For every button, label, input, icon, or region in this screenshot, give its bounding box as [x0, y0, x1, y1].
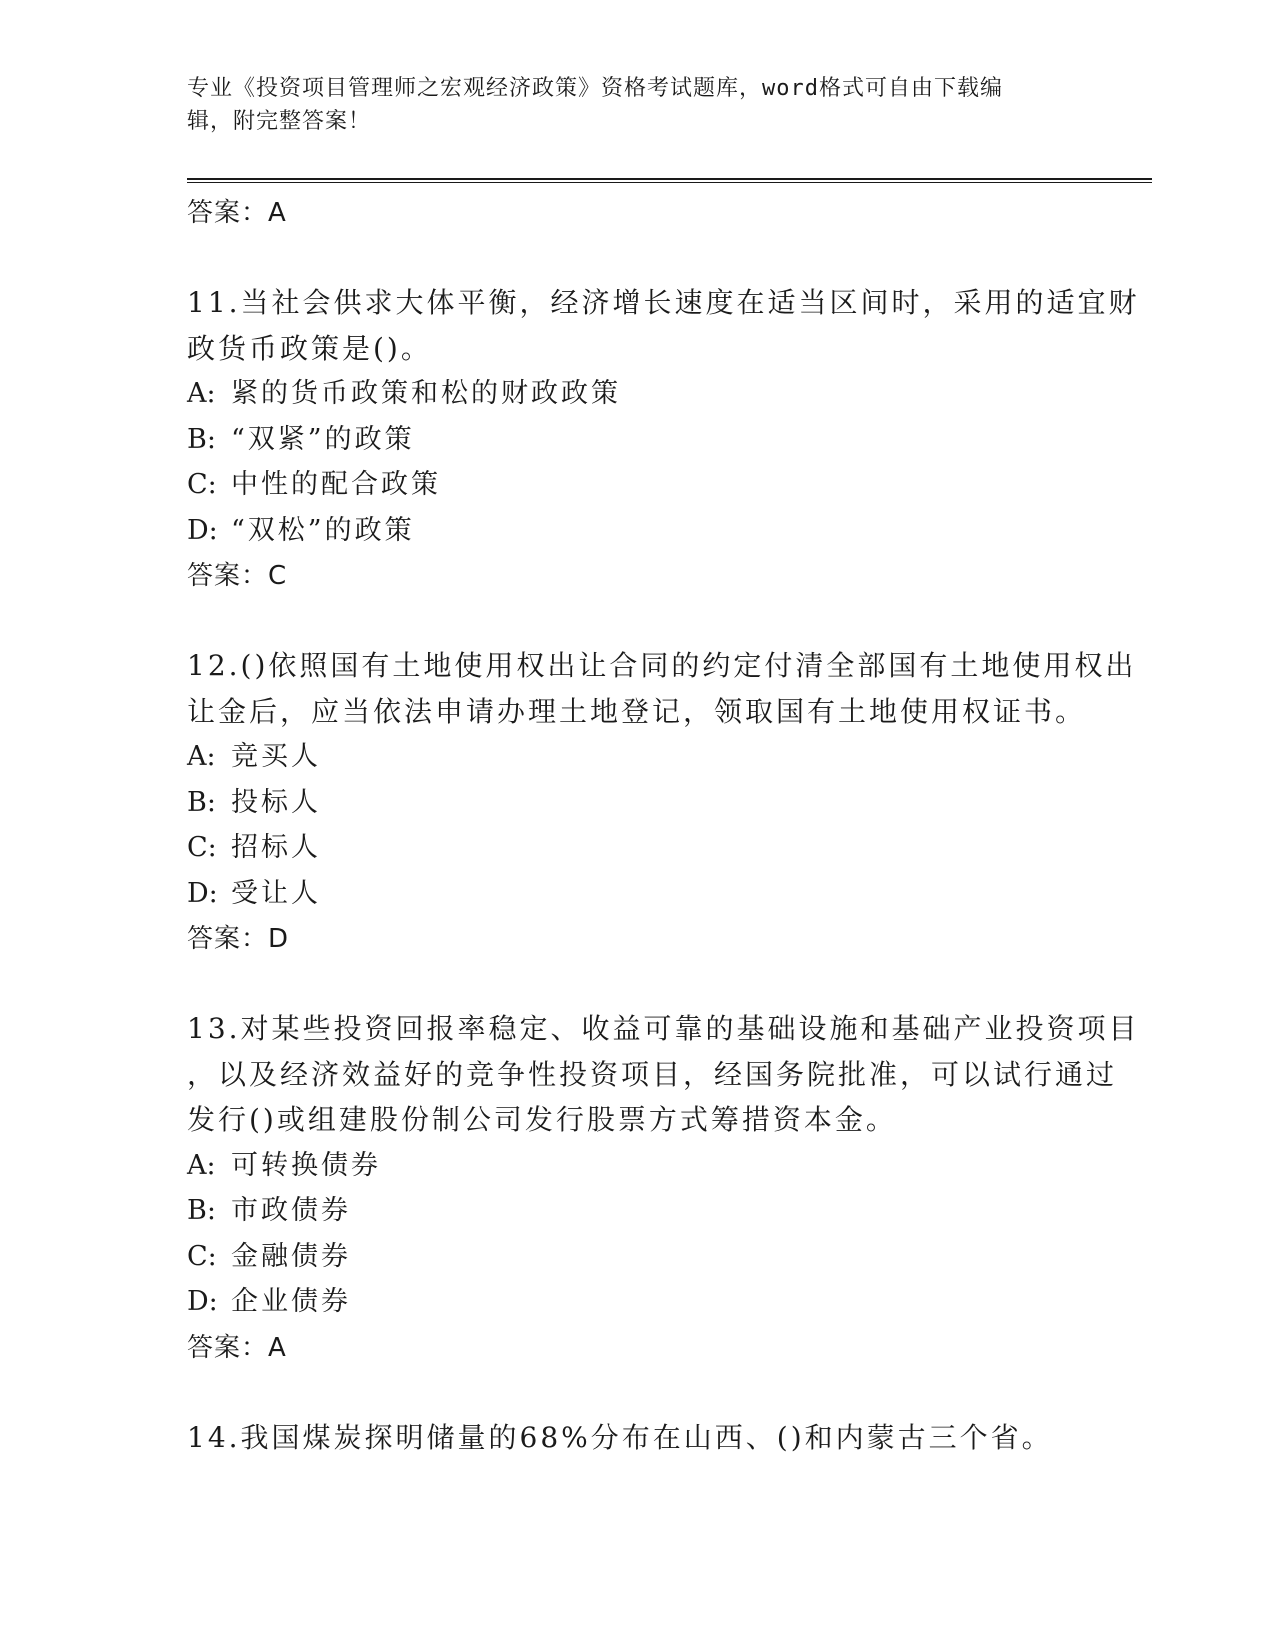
option-letter: B: [187, 786, 216, 818]
answer-line: 答案：A [187, 1332, 287, 1363]
option-letter: D: [187, 1286, 218, 1317]
answer-line: 答案：D [187, 924, 290, 954]
option-letter: D: [187, 877, 218, 909]
option-d [187, 508, 1067, 554]
option-text: 竞买人 [231, 741, 321, 772]
option-a [187, 1143, 1067, 1189]
option-letter: C: [187, 469, 217, 500]
option-text: 紧的货币政策和松的财政政策 [231, 378, 621, 409]
question-text-line: 政货币政策是()。 [187, 331, 432, 365]
question-block [187, 1415, 1067, 1461]
option-letter: B: [187, 1195, 216, 1226]
option-b [187, 417, 1067, 463]
option-text: “双紧”的政策 [231, 423, 415, 455]
option-letter: A: [187, 378, 216, 409]
option-a [187, 734, 1067, 780]
header-line-2: 辑，附完整答案！ [187, 109, 372, 134]
question-list [187, 190, 1140, 1460]
option-letter: B: [187, 423, 216, 455]
document-header [187, 72, 1067, 138]
option-letter: A: [187, 1149, 216, 1181]
option-text: 招标人 [231, 832, 321, 863]
question-text-line: 14.我国煤炭探明储量的68%分布在山西、()和内蒙古三个省。 [187, 1420, 1053, 1454]
question-block [187, 280, 1140, 599]
question-block [187, 1006, 1140, 1371]
spacer [187, 599, 1067, 643]
spacer [187, 236, 1067, 280]
option-c [187, 462, 1067, 508]
option-b [187, 780, 1067, 826]
option-letter: C: [187, 832, 217, 863]
header-divider-thick [187, 178, 1152, 180]
option-text: 中性的配合政策 [231, 469, 441, 500]
question-text-line: 11.当社会供求大体平衡，经济增长速度在适当区间时，采用的适宜财 [187, 286, 1140, 319]
previous-answer: 答案：A [187, 198, 287, 228]
option-text: 受让人 [231, 877, 321, 909]
option-a [187, 371, 1067, 417]
option-c [187, 1234, 1067, 1280]
option-text: 金融债券 [231, 1240, 351, 1272]
question-text-line: ，以及经济效益好的竞争性投资项目，经国务院批准，可以试行通过 [187, 1057, 1118, 1091]
option-letter: A: [187, 741, 216, 772]
spacer [187, 1371, 1067, 1415]
question-block [187, 643, 1137, 962]
option-text: “双松”的政策 [231, 514, 415, 546]
spacer [187, 962, 1067, 1006]
option-letter: C: [187, 1240, 217, 1272]
option-c [187, 825, 1067, 871]
question-text-line: 让金后，应当依法申请办理土地登记，领取国有土地使用权证书。 [187, 694, 1087, 728]
question-text-line: 12.()依照国有土地使用权出让合同的约定付清全部国有土地使用权出 [187, 649, 1137, 682]
question-text-line: 13.对某些投资回报率稳定、收益可靠的基础设施和基础产业投资项目 [187, 1012, 1140, 1045]
option-text: 可转换债券 [231, 1149, 381, 1181]
option-text: 企业债券 [231, 1286, 351, 1317]
question-text-line: 发行()或组建股份制公司发行股票方式筹措资本金。 [187, 1103, 897, 1136]
header-line-1: 专业《投资项目管理师之宏观经济政策》资格考试题库，word格式可自由下载编 [187, 76, 1003, 101]
option-d [187, 871, 1067, 917]
option-letter: D: [187, 514, 218, 546]
header-divider-thin [187, 182, 1152, 183]
option-text: 市政债券 [231, 1195, 351, 1226]
option-b [187, 1188, 1067, 1234]
option-text: 投标人 [231, 786, 321, 818]
answer-line: 答案：C [187, 561, 288, 591]
option-d [187, 1279, 1067, 1325]
